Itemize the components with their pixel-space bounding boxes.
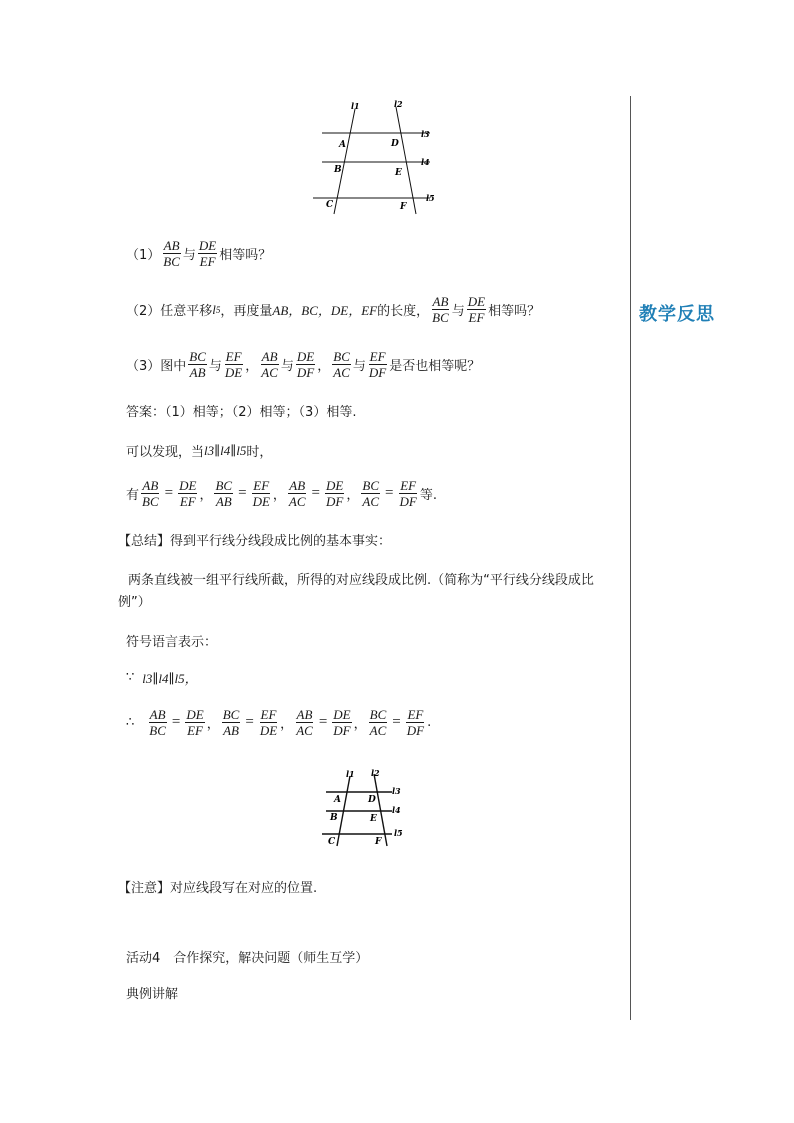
label-F: F — [375, 837, 382, 847]
label-B: B — [334, 165, 342, 175]
theorem-text: 两条直线被一组平行线所截，所得的对应线段成比例.（简称为“平行线分线段成比例”） — [118, 573, 594, 610]
summary-heading: 【总结】得到平行线分线段成比例的基本事实： — [118, 534, 392, 549]
label-l4: l4 — [392, 805, 401, 815]
therefore-line: ∴ $\frac{AB}{BC}$ = $\frac{DE}{EF}$ ， $\frac{BC}{AB}$ = $\frac{EF}{DE}$ ， $\frac{AB}{AC}$ = $\frac{DE}{DF}$ ， $\frac{BC}{AC}$ = $\frac{EF}{DF}$ . — [126, 707, 432, 738]
label-l5: l5 — [426, 193, 435, 203]
parallel-lines-figure-large — [308, 97, 448, 221]
label-E: E — [395, 168, 402, 178]
label-l1: l1 — [346, 769, 355, 779]
label-E: E — [370, 814, 377, 824]
column-divider — [630, 96, 631, 1020]
label-C: C — [326, 200, 334, 210]
discover-text: 可以发现，当 l3∥l4∥l5 时， — [126, 442, 273, 460]
note-text: 【注意】对应线段写在对应的位置. — [118, 881, 318, 896]
label-A: A — [339, 140, 346, 150]
fraction: $\frac{DE}{EF}$ — [198, 238, 217, 269]
label-l2: l2 — [371, 768, 380, 778]
question-3: （3）图中 $\frac{BC}{AB}$ 与 $\frac{EF}{DE}$ ， $\frac{AB}{AC}$ 与 $\frac{DE}{DF}$ ， $\frac{BC}{AC}$ 与 $\frac{EF}{DF}$ 是否也相等呢？ — [126, 349, 481, 380]
label-l5: l5 — [394, 828, 403, 838]
label-l3: l3 — [392, 786, 401, 796]
label-B: B — [330, 813, 338, 823]
label-l2: l2 — [394, 99, 403, 109]
example-heading: 典例讲解 — [126, 987, 179, 1002]
sidebar-title: 教学反思 — [639, 304, 715, 325]
q1-prefix: （1） — [126, 248, 161, 263]
label-l1: l1 — [351, 101, 360, 111]
activity-heading: 活动4 合作探究，解决问题（师生互学） — [126, 951, 369, 966]
question-1: （1） $\frac{AB}{BC}$ 与 $\frac{DE}{EF}$ 相等吗？ — [126, 238, 272, 269]
answer-text: 答案：（1）相等；（2）相等；（3）相等. — [126, 405, 357, 420]
label-C: C — [328, 837, 336, 847]
parallel-lines-figure-small — [318, 766, 408, 852]
label-D: D — [391, 139, 399, 149]
label-l3: l3 — [421, 129, 430, 139]
fraction: $\frac{AB}{BC}$ — [163, 238, 180, 269]
question-2: （2）任意平移 l 5 ，再度量 AB，BC，DE，EF 的长度， $\frac{AB}{BC}$ 与 $\frac{DE}{EF}$ 相等吗？ — [126, 294, 541, 325]
because-line: ∵ l3∥l4∥l5， — [126, 670, 198, 686]
label-F: F — [400, 202, 407, 212]
ratio-equalities: 有 $\frac{AB}{BC}$ = $\frac{DE}{EF}$ ， $\frac{BC}{AB}$ = $\frac{EF}{DE}$ ， $\frac{AB}{AC}$ = $\frac{DE}{DF}$ ， $\frac{BC}{AC}$ = $\frac{EF}{DF}$ 等. — [126, 478, 437, 509]
label-l4: l4 — [421, 157, 430, 167]
fraction: $\frac{AB}{BC}$ — [432, 294, 449, 325]
label-A: A — [334, 795, 341, 805]
fraction: $\frac{DE}{EF}$ — [467, 294, 486, 325]
symbolic-heading: 符号语言表示： — [126, 635, 218, 650]
label-D: D — [368, 795, 376, 805]
